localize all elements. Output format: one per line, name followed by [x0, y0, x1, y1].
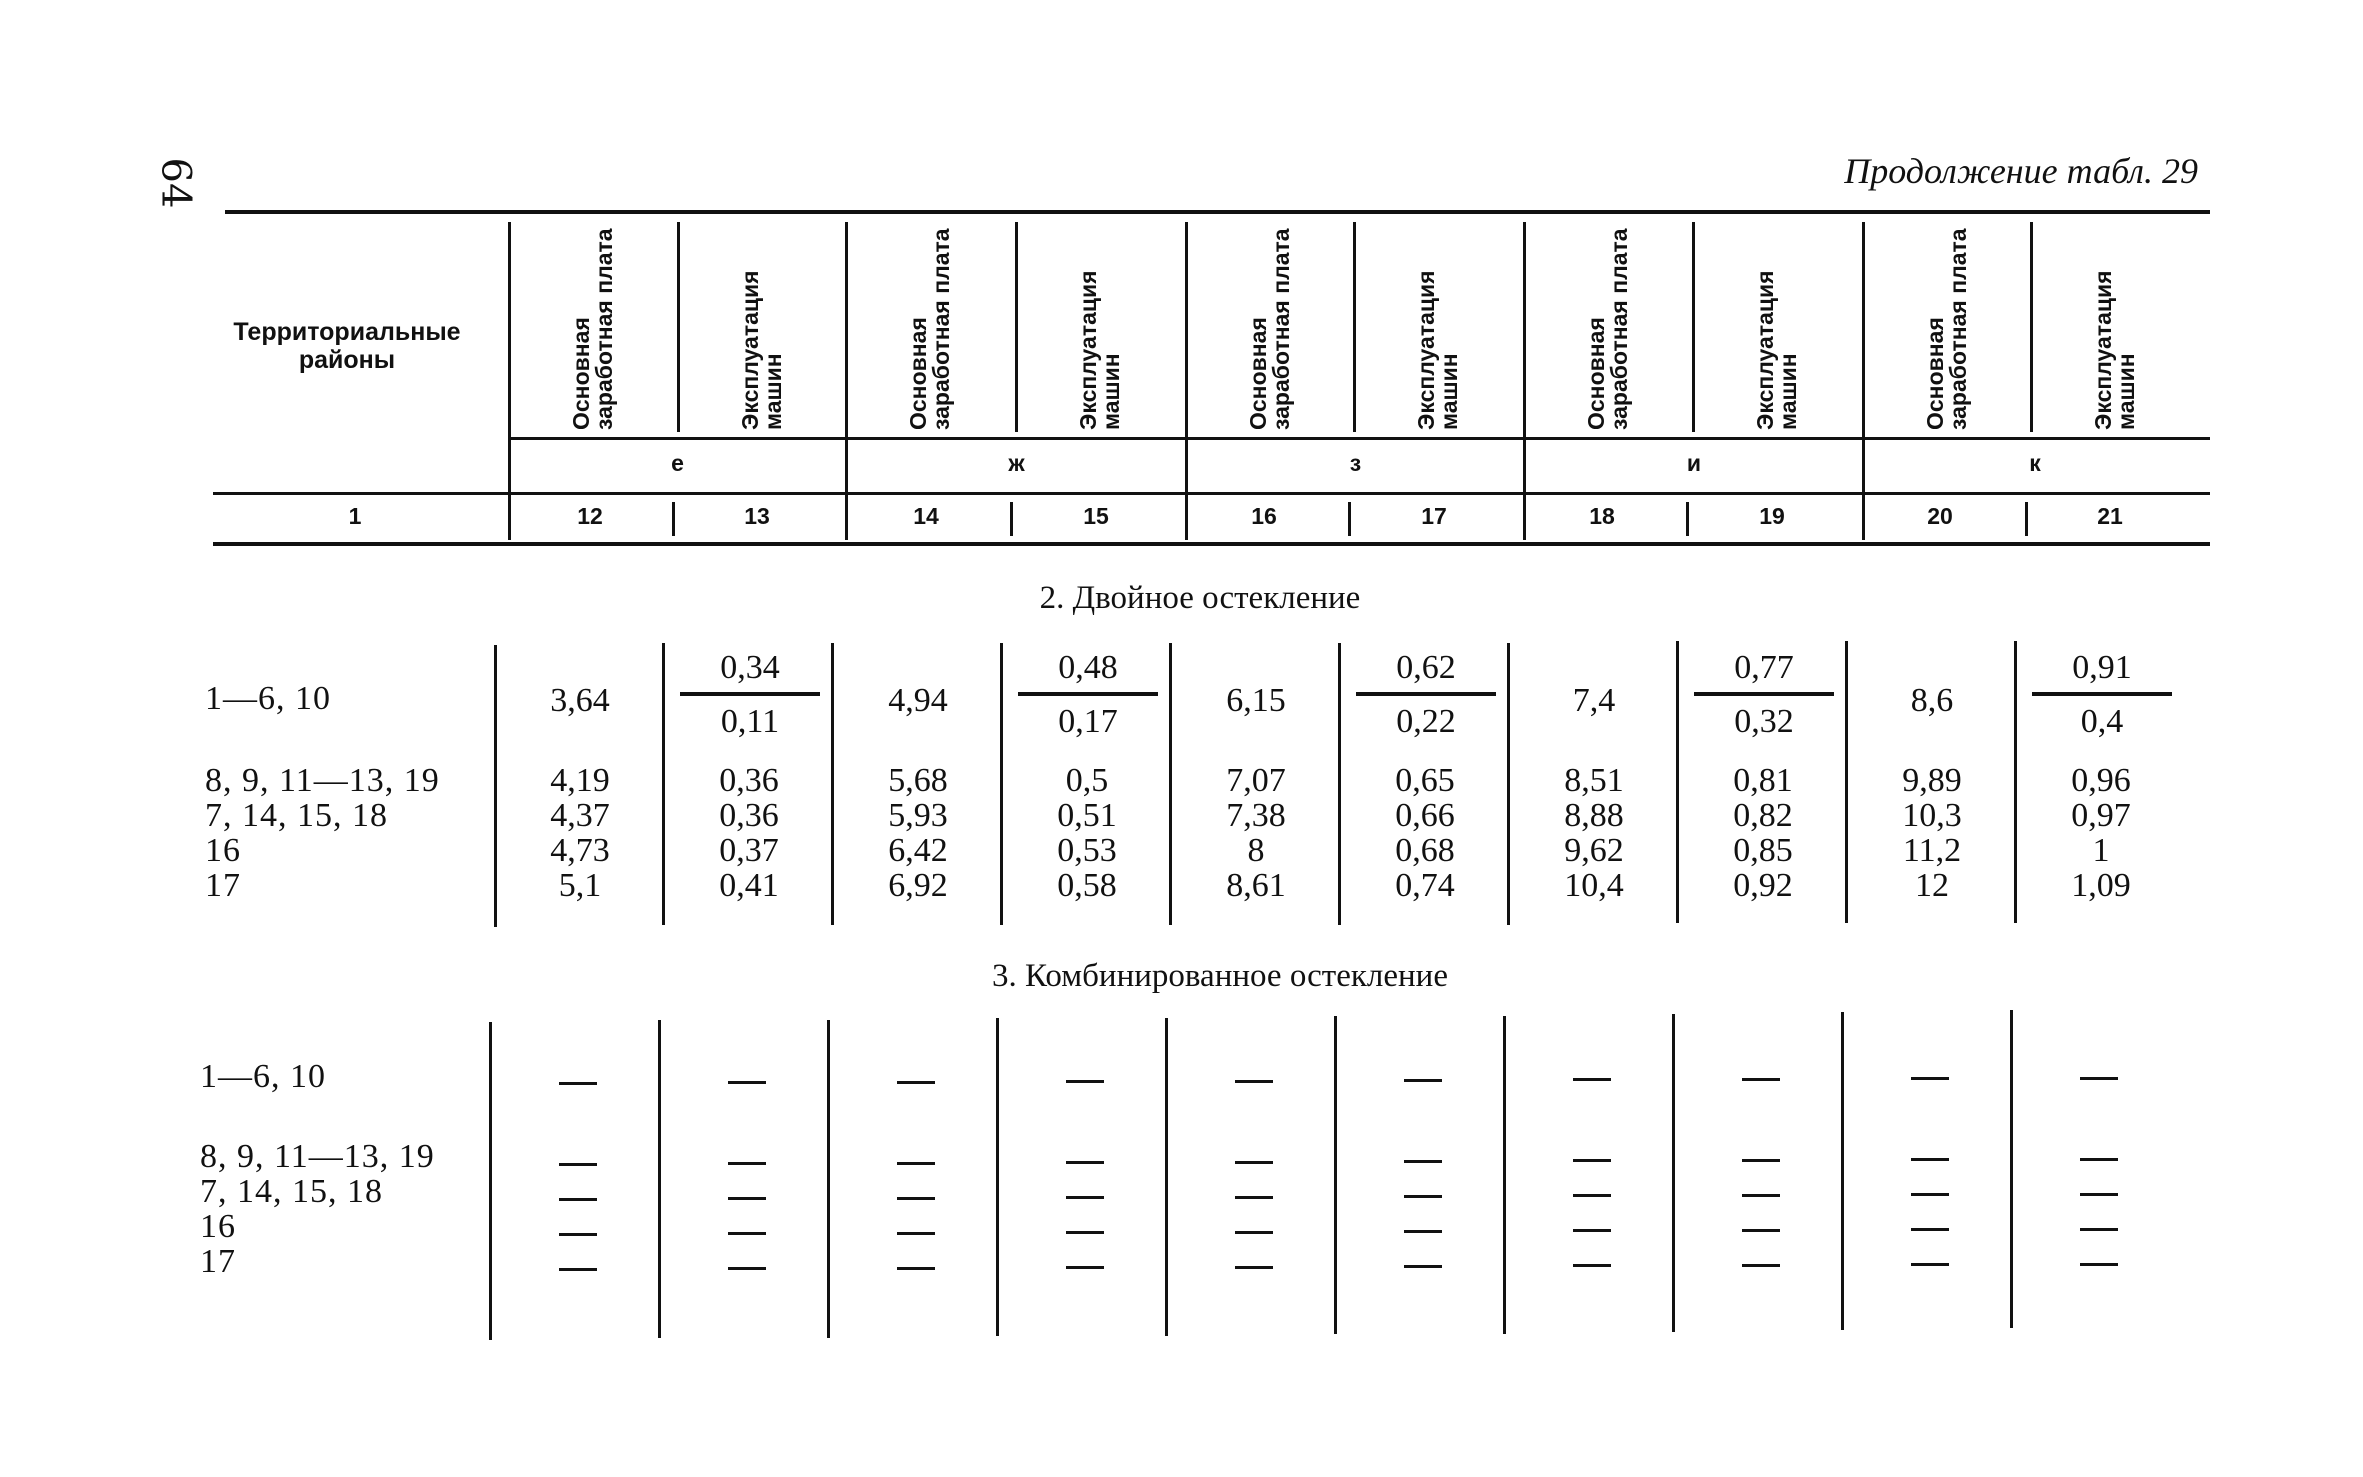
- header-mid-rule: [213, 492, 2210, 495]
- body-vline: [1000, 643, 1003, 925]
- empty-value-dash: [728, 1267, 766, 1270]
- region-label: 7, 14, 15, 18: [200, 1173, 383, 1210]
- value-cell: 6,92: [888, 867, 948, 904]
- column-number: 13: [744, 503, 770, 529]
- empty-value-dash: [559, 1082, 597, 1085]
- body-vline: [1676, 641, 1679, 923]
- value-cell: 0,66: [1395, 797, 1455, 834]
- value-cell: 10,3: [1902, 797, 1962, 834]
- value-cell: 11,2: [1902, 832, 1962, 869]
- empty-value-dash: [1573, 1229, 1611, 1232]
- value-cell: 0,74: [1395, 867, 1455, 904]
- subheader-machines: Эксплуатация машин: [2090, 270, 2139, 430]
- subheader-machines: Эксплуатация машин: [737, 270, 786, 430]
- empty-value-dash: [1911, 1193, 1949, 1196]
- body-vline: [831, 643, 834, 925]
- colnum-sep: [672, 502, 675, 536]
- body-vline: [996, 1018, 999, 1336]
- colnum-sep: [1348, 502, 1351, 536]
- value-cell: 8,6: [1910, 682, 1954, 719]
- value-cell: 6,15: [1226, 682, 1286, 719]
- value-cell: 4,94: [888, 682, 948, 719]
- value-cell: 9,89: [1902, 762, 1962, 799]
- empty-value-dash: [2080, 1158, 2118, 1161]
- column-number: 20: [1927, 503, 1953, 529]
- empty-value-dash: [1742, 1159, 1780, 1162]
- empty-value-dash: [1235, 1266, 1273, 1269]
- value-cell: 0,37: [719, 832, 779, 869]
- empty-value-dash: [1911, 1158, 1949, 1161]
- body-vline: [1165, 1018, 1168, 1336]
- group-letter: з: [1349, 450, 1362, 476]
- empty-value-dash: [1235, 1161, 1273, 1164]
- empty-value-dash: [559, 1198, 597, 1201]
- empty-value-dash: [728, 1232, 766, 1235]
- subheader-wage: Основная заработная плата: [905, 228, 954, 430]
- empty-value-dash: [1066, 1196, 1104, 1199]
- empty-value-dash: [1066, 1080, 1104, 1083]
- empty-value-dash: [1911, 1077, 1949, 1080]
- value-cell: 1: [2092, 832, 2110, 869]
- region-label: 16: [200, 1208, 236, 1245]
- value-cell: 0,53: [1057, 832, 1117, 869]
- empty-value-dash: [559, 1163, 597, 1166]
- value-cell: 4,37: [550, 797, 610, 834]
- value-cell: 9,62: [1564, 832, 1624, 869]
- empty-value-dash: [1573, 1078, 1611, 1081]
- value-cell: 6,42: [888, 832, 948, 869]
- empty-value-dash: [1235, 1231, 1273, 1234]
- value-cell: 8,61: [1226, 867, 1286, 904]
- value-cell: 8,88: [1564, 797, 1624, 834]
- empty-value-dash: [897, 1267, 935, 1270]
- empty-value-dash: [1404, 1079, 1442, 1082]
- region-label: 8, 9, 11—13, 19: [200, 1138, 435, 1175]
- region-label: 7, 14, 15, 18: [205, 797, 388, 834]
- section-title: 3. Комбинированное остекление: [992, 958, 1448, 994]
- column-number: 19: [1759, 503, 1785, 529]
- fraction-numerator: 0,34: [680, 650, 820, 696]
- value-cell: 0,5: [1065, 762, 1109, 799]
- body-vline: [1334, 1016, 1337, 1334]
- region-label: 1—6, 10: [200, 1058, 326, 1095]
- empty-value-dash: [2080, 1228, 2118, 1231]
- header-bottom-rule: [213, 542, 2210, 546]
- value-cell: 8,51: [1564, 762, 1624, 799]
- fraction-cell: [1356, 650, 1496, 740]
- value-cell: 5,1: [558, 867, 602, 904]
- body-vline: [2014, 641, 2017, 923]
- empty-value-dash: [2080, 1263, 2118, 1266]
- empty-value-dash: [897, 1162, 935, 1165]
- fraction-cell: [680, 650, 820, 740]
- value-cell: 8: [1247, 832, 1265, 869]
- region-label: 8, 9, 11—13, 19: [205, 762, 440, 799]
- empty-value-dash: [1742, 1194, 1780, 1197]
- header-letter-rule: [510, 437, 2210, 440]
- colnum-sep: [2025, 502, 2028, 536]
- empty-value-dash: [1066, 1266, 1104, 1269]
- value-cell: 0,85: [1733, 832, 1793, 869]
- empty-value-dash: [1742, 1229, 1780, 1232]
- empty-value-dash: [559, 1233, 597, 1236]
- subheader-machines: Эксплуатация машин: [1413, 270, 1462, 430]
- empty-value-dash: [2080, 1193, 2118, 1196]
- body-vline: [1845, 641, 1848, 923]
- region-label: 17: [200, 1243, 236, 1280]
- value-cell: 0,97: [2071, 797, 2131, 834]
- fraction-cell: [1694, 650, 1834, 740]
- fraction-numerator: 0,48: [1018, 650, 1158, 696]
- colnum-sep: [1686, 502, 1689, 536]
- subheader-wage: Основная заработная плата: [1583, 228, 1632, 430]
- value-cell: 0,82: [1733, 797, 1793, 834]
- colnum-sep: [1010, 502, 1013, 536]
- group-letter: е: [671, 450, 684, 476]
- group-letter: к: [2029, 450, 2041, 476]
- empty-value-dash: [897, 1232, 935, 1235]
- body-vline: [1672, 1014, 1675, 1332]
- body-vline: [1841, 1012, 1844, 1330]
- fraction-numerator: 0,91: [2032, 650, 2172, 696]
- empty-value-dash: [559, 1268, 597, 1271]
- value-cell: 10,4: [1564, 867, 1624, 904]
- value-cell: 0,81: [1733, 762, 1793, 799]
- subheader-wage: Основная заработная плата: [1245, 228, 1294, 430]
- column-number: 15: [1083, 503, 1109, 529]
- fraction-denominator: 0,32: [1734, 703, 1794, 740]
- value-cell: 0,36: [719, 762, 779, 799]
- empty-value-dash: [728, 1197, 766, 1200]
- column-number: 17: [1421, 503, 1447, 529]
- value-cell: 4,73: [550, 832, 610, 869]
- value-cell: 7,07: [1226, 762, 1286, 799]
- value-cell: 12: [1915, 867, 1949, 904]
- value-cell: 0,51: [1057, 797, 1117, 834]
- fraction-denominator: 0,4: [2080, 703, 2124, 740]
- body-vline: [1338, 643, 1341, 925]
- section-title: 2. Двойное остекление: [1039, 580, 1361, 616]
- empty-value-dash: [1404, 1265, 1442, 1268]
- region-label: 1—6, 10: [205, 680, 331, 717]
- empty-value-dash: [1573, 1159, 1611, 1162]
- empty-value-dash: [1573, 1194, 1611, 1197]
- page-number: 64: [152, 157, 199, 209]
- empty-value-dash: [2080, 1077, 2118, 1080]
- fraction-denominator: 0,17: [1058, 703, 1118, 740]
- empty-value-dash: [1066, 1161, 1104, 1164]
- body-vline: [658, 1020, 661, 1338]
- value-cell: 0,58: [1057, 867, 1117, 904]
- value-cell: 3,64: [550, 682, 610, 719]
- value-cell: 1,09: [2071, 867, 2131, 904]
- body-vline: [1169, 643, 1172, 925]
- subheader-wage: Основная заработная плата: [568, 228, 617, 430]
- value-cell: 0,36: [719, 797, 779, 834]
- fraction-numerator: 0,77: [1694, 650, 1834, 696]
- subheader-machines: Эксплуатация машин: [1752, 270, 1801, 430]
- empty-value-dash: [1235, 1080, 1273, 1083]
- empty-value-dash: [1742, 1078, 1780, 1081]
- empty-value-dash: [1742, 1264, 1780, 1267]
- empty-value-dash: [1911, 1228, 1949, 1231]
- column-number: 16: [1251, 503, 1277, 529]
- fraction-cell: [2032, 650, 2172, 740]
- empty-value-dash: [1404, 1160, 1442, 1163]
- group-letter: и: [1686, 450, 1702, 476]
- region-label: 17: [205, 867, 241, 904]
- body-vline: [489, 1022, 492, 1340]
- value-cell: 0,41: [719, 867, 779, 904]
- empty-value-dash: [728, 1162, 766, 1165]
- empty-value-dash: [1573, 1264, 1611, 1267]
- value-cell: 4,19: [550, 762, 610, 799]
- column-number: 12: [577, 503, 603, 529]
- empty-value-dash: [1066, 1231, 1104, 1234]
- value-cell: 0,92: [1733, 867, 1793, 904]
- body-vline: [494, 645, 497, 927]
- empty-value-dash: [897, 1197, 935, 1200]
- empty-value-dash: [897, 1081, 935, 1084]
- column-number: 1: [348, 503, 362, 529]
- value-cell: 5,93: [888, 797, 948, 834]
- body-vline: [1507, 643, 1510, 925]
- value-cell: 0,68: [1395, 832, 1455, 869]
- empty-value-dash: [1235, 1196, 1273, 1199]
- fraction-numerator: 0,62: [1356, 650, 1496, 696]
- body-vline: [662, 643, 665, 925]
- body-vline: [827, 1020, 830, 1338]
- region-header: Территориальные районы: [233, 318, 461, 374]
- region-label: 16: [205, 832, 241, 869]
- empty-value-dash: [728, 1081, 766, 1084]
- group-letter: ж: [1008, 450, 1025, 476]
- empty-value-dash: [1911, 1263, 1949, 1266]
- table-title: Продолжение табл. 29: [1844, 151, 2198, 191]
- value-cell: 7,4: [1572, 682, 1616, 719]
- body-vline: [1503, 1016, 1506, 1334]
- fraction-cell: [1018, 650, 1158, 740]
- fraction-denominator: 0,22: [1396, 703, 1456, 740]
- value-cell: 0,96: [2071, 762, 2131, 799]
- subheader-machines: Эксплуатация машин: [1075, 270, 1124, 430]
- empty-value-dash: [1404, 1230, 1442, 1233]
- empty-value-dash: [1404, 1195, 1442, 1198]
- column-number: 21: [2097, 503, 2123, 529]
- value-cell: 7,38: [1226, 797, 1286, 834]
- body-vline: [2010, 1010, 2013, 1328]
- subheader-wage: Основная заработная плата: [1922, 228, 1971, 430]
- fraction-denominator: 0,11: [720, 703, 780, 740]
- column-number: 14: [913, 503, 939, 529]
- column-number: 18: [1589, 503, 1615, 529]
- value-cell: 5,68: [888, 762, 948, 799]
- value-cell: 0,65: [1395, 762, 1455, 799]
